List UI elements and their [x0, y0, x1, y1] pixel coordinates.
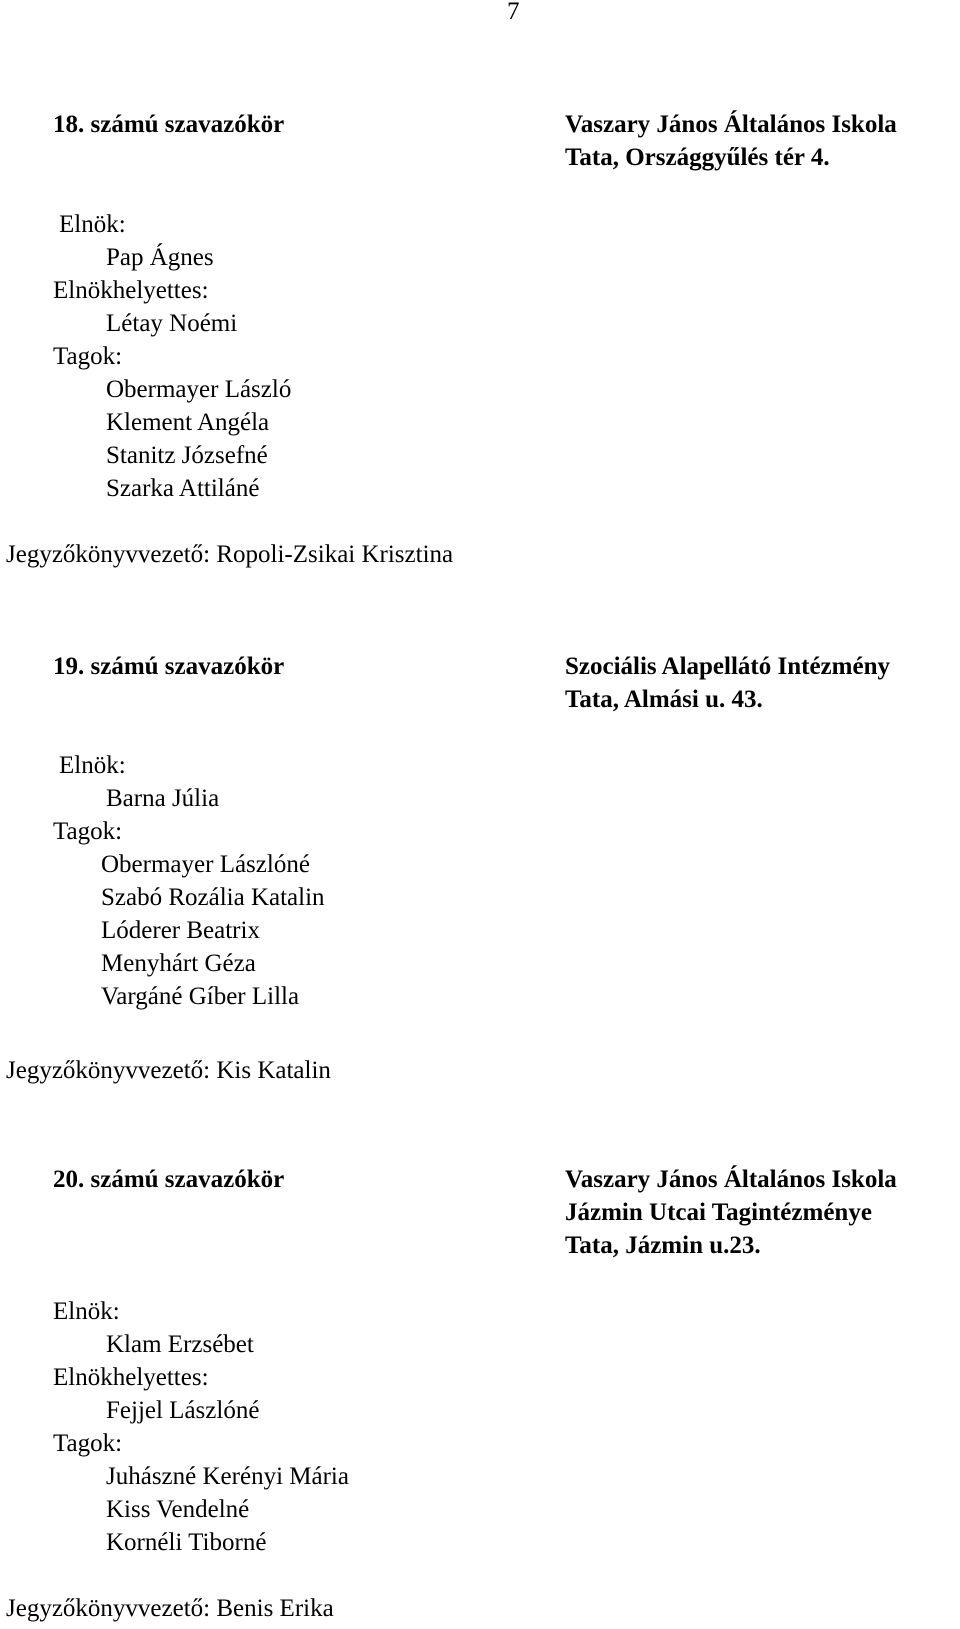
section-18-helyettes: Létay Noémi: [106, 310, 238, 337]
section-19-location-line-2: Tata, Almási u. 43.: [565, 686, 763, 713]
section-19-tag: Lóderer Beatrix: [101, 917, 260, 944]
section-18-elnok-label: Elnök:: [59, 211, 126, 238]
section-20-tag: Kiss Vendelné: [106, 1496, 250, 1523]
section-18-title: 18. számú szavazókör: [53, 111, 285, 138]
section-20-location-line-2: Jázmin Utcai Tagintézménye: [565, 1199, 872, 1226]
section-19-elnok: Barna Júlia: [106, 785, 220, 812]
section-19-tag: Menyhárt Géza: [101, 950, 256, 977]
section-20-elnok-label: Elnök:: [53, 1298, 120, 1325]
section-18-location-line-1: Vaszary János Általános Iskola: [565, 111, 897, 138]
page-number: 7: [507, 0, 520, 25]
section-20-tag: Juhászné Kerényi Mária: [106, 1463, 349, 1490]
section-18-tag: Obermayer László: [106, 376, 292, 403]
section-18-jegyzo: Jegyzőkönyvvezető: Ropoli-Zsikai Krisztina: [6, 541, 454, 568]
section-19-tag: Vargáné Gíber Lilla: [101, 983, 300, 1010]
section-18-location-line-2: Tata, Országgyűlés tér 4.: [565, 144, 830, 171]
section-20-tag: Kornéli Tiborné: [106, 1529, 267, 1556]
section-19-jegyzo: Jegyzőkönyvvezető: Kis Katalin: [6, 1057, 331, 1084]
section-20-helyettes: Fejjel Lászlóné: [106, 1397, 260, 1424]
section-20-tagok-label: Tagok:: [53, 1430, 123, 1457]
section-19-elnok-label: Elnök:: [59, 752, 126, 779]
section-19-tagok-label: Tagok:: [53, 818, 123, 845]
section-18-tag: Stanitz Józsefné: [106, 442, 268, 469]
section-18-tag: Klement Angéla: [106, 409, 270, 436]
section-18-tagok-label: Tagok:: [53, 343, 123, 370]
section-19-title: 19. számú szavazókör: [53, 653, 285, 680]
section-20-elnok: Klam Erzsébet: [106, 1331, 254, 1358]
section-20-title: 20. számú szavazókör: [53, 1166, 285, 1193]
section-19-tag: Obermayer Lászlóné: [101, 851, 310, 878]
section-20-location-line-3: Tata, Jázmin u.23.: [565, 1232, 761, 1259]
section-18-elnok: Pap Ágnes: [106, 244, 214, 271]
section-18-helyettes-label: Elnökhelyettes:: [53, 277, 209, 304]
section-20-helyettes-label: Elnökhelyettes:: [53, 1364, 209, 1391]
section-20-jegyzo: Jegyzőkönyvvezető: Benis Erika: [6, 1595, 334, 1622]
section-19-location-line-1: Szociális Alapellátó Intézmény: [565, 653, 890, 680]
section-20-location-line-1: Vaszary János Általános Iskola: [565, 1166, 897, 1193]
section-19-tag: Szabó Rozália Katalin: [101, 884, 325, 911]
section-18-tag: Szarka Attiláné: [106, 475, 260, 502]
